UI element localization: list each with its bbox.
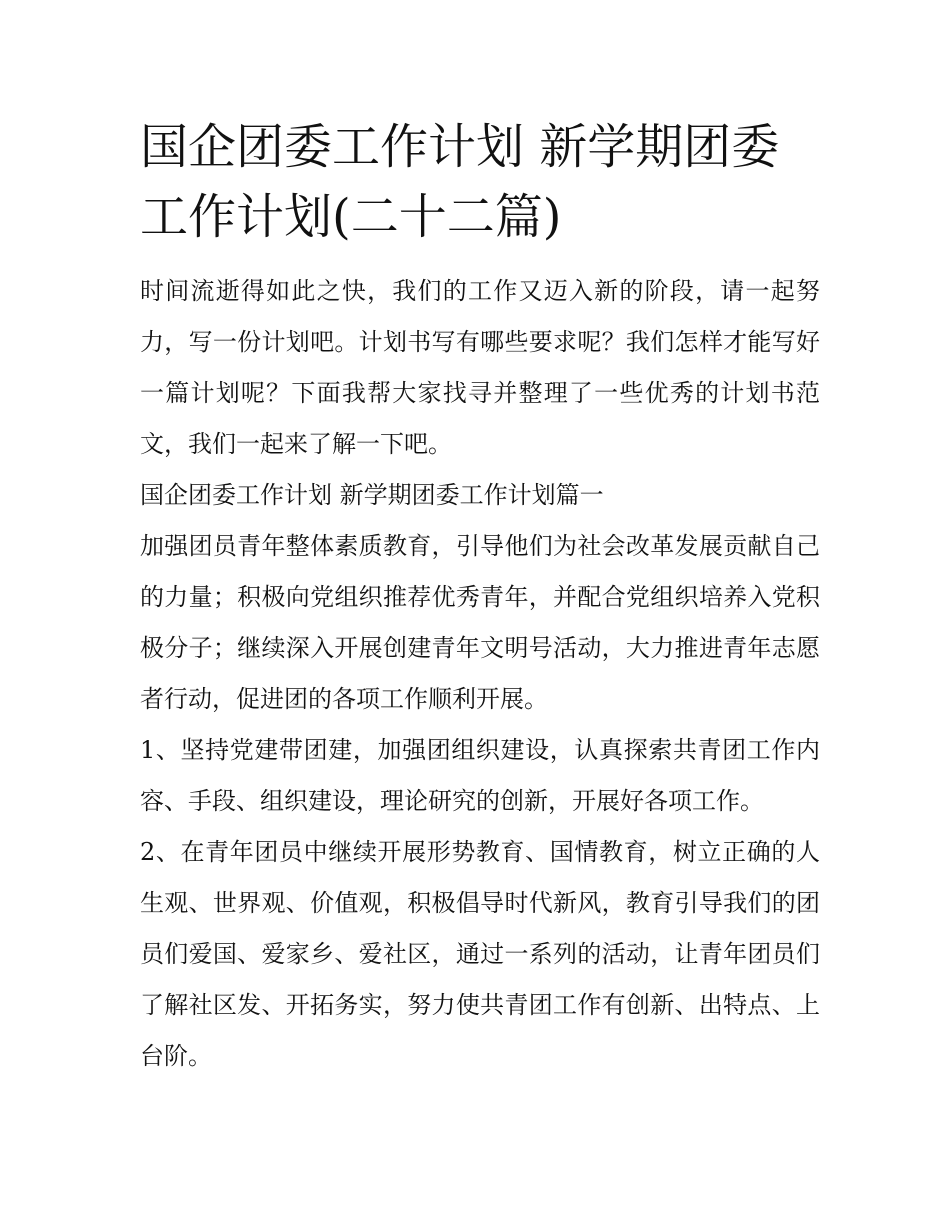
document-title: 国企团委工作计划 新学期团委工作计划(二十二篇)	[140, 119, 780, 245]
list-item-1: 1、坚持党建带团建，加强团组织建设，认真探索共青团工作内容、手段、组织建设，理论研究的创新，开展好各项工作。	[140, 736, 820, 815]
body-paragraph: 加强团员青年整体素质教育，引导他们为社会改革发展贡献自己的力量；积极向党组织推荐优秀青年，并配合党组织培养入党积极分子；继续深入开展创建青年文明号活动，大力推进青年志愿者行动，促进团的各项工作顺利开展。	[140, 532, 820, 713]
section-heading: 国企团委工作计划 新学期团委工作计划篇一	[140, 481, 604, 509]
intro-paragraph: 时间流逝得如此之快，我们的工作又迈入新的阶段，请一起努力，写一份计划吧。计划书写有哪些要求呢？我们怎样才能写好一篇计划呢？下面我帮大家找寻并整理了一些优秀的计划书范文，我们一起来了解一下吧。	[140, 277, 820, 458]
document-page	[140, 112, 820, 1082]
list-item-2: 2、在青年团员中继续开展形势教育、国情教育，树立正确的人生观、世界观、价值观，积极倡导时代新风，教育引导我们的团员们爱国、爱家乡、爱社区，通过一系列的活动，让青年团员们了解社区发、开拓务实，努力使共青团工作有创新、出特点、上台阶。	[140, 838, 820, 1070]
